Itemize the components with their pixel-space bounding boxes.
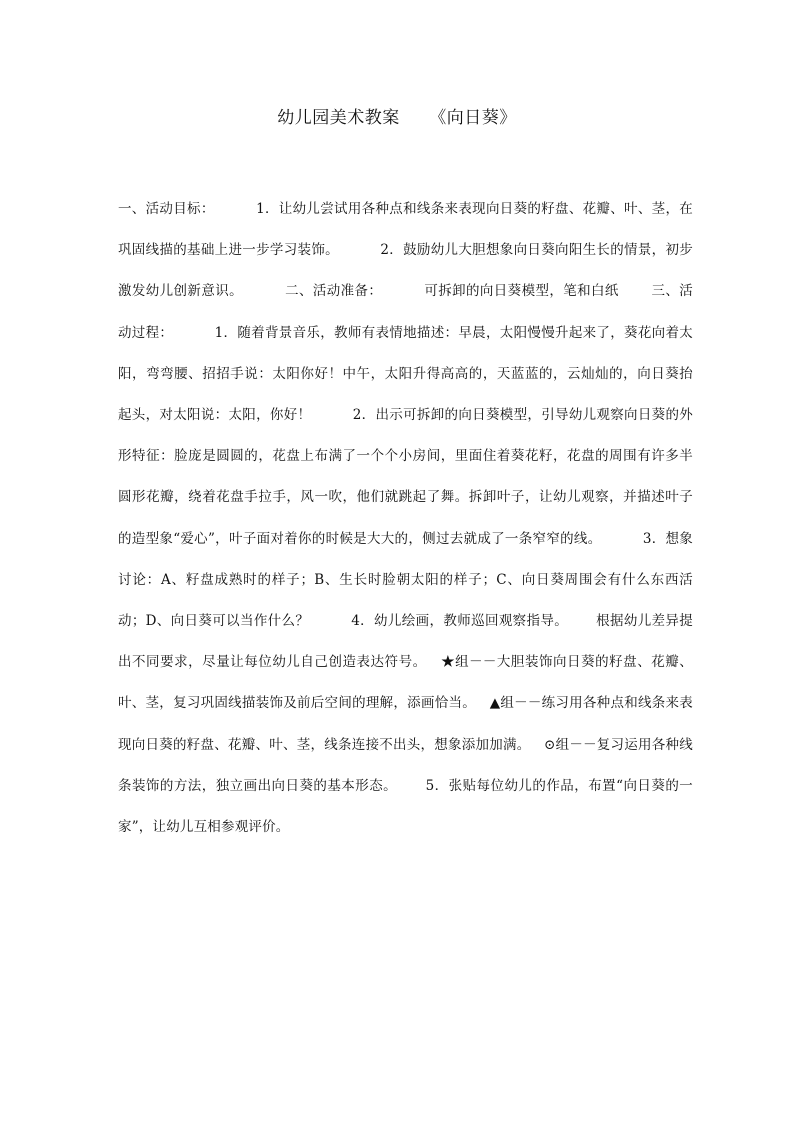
document-title: 幼儿园美术教案 《向日葵》 [277, 108, 517, 128]
lesson-plan-body: 一、活动目标： 1．让幼儿尝试用各种点和线条来表现向日葵的籽盘、花瓣、叶、茎，在巩固线描的基础上进一步学习装饰。 2．鼓励幼儿大胆想象向日葵向阳生长的情景，初步激发幼儿创新意识。 二、活动准备： 可拆卸的向日葵模型，笔和白纸 三、活动过程： 1．随着背景音乐，教师有表情地描述：早晨，太阳慢慢升起来了，葵花向着太阳，弯弯腰、招招手说：太阳你好！中午，太阳升得高高的，天蓝蓝的，云灿灿的，向日葵抬起头，对太阳说：太阳，你好！ 2．出示可拆卸的向日葵模型，引导幼儿观察向日葵的外形特征：脸庞是圆圆的，花盘上布满了一个个小房间，里面住着葵花籽，花盘的周围有许多半圆形花瓣，绕着花盘手拉手，风一吹，他们就跳起了舞。拆卸叶子，让幼儿观察，并描述叶子的造型象“爱心”，叶子面对着你的时候是大大的，侧过去就成了一条窄窄的线。 3．想象讨论：A、籽盘成熟时的样子；B、生长时脸朝太阳的样子；C、向日葵周围会有什么东西活动；D、向日葵可以当作什么？ 4．幼儿绘画，教师巡回观察指导。 根据幼儿差异提出不同要求，尽量让每位幼儿自己创造表达符号。 ★组－－大胆装饰向日葵的籽盘、花瓣、叶、茎，复习巩固线描装饰及前后空间的理解，添画恰当。 ▲组－－练习用各种点和线条来表现向日葵的籽盘、花瓣、叶、茎，线条连接不出头，想象添加加满。 ⊙组－－复习运用各种线条装饰的方法，独立画出向日葵的基本形态。 5．张贴每位幼儿的作品，布置“向日葵的一家”，让幼儿互相参观评价。 [118, 201, 693, 836]
